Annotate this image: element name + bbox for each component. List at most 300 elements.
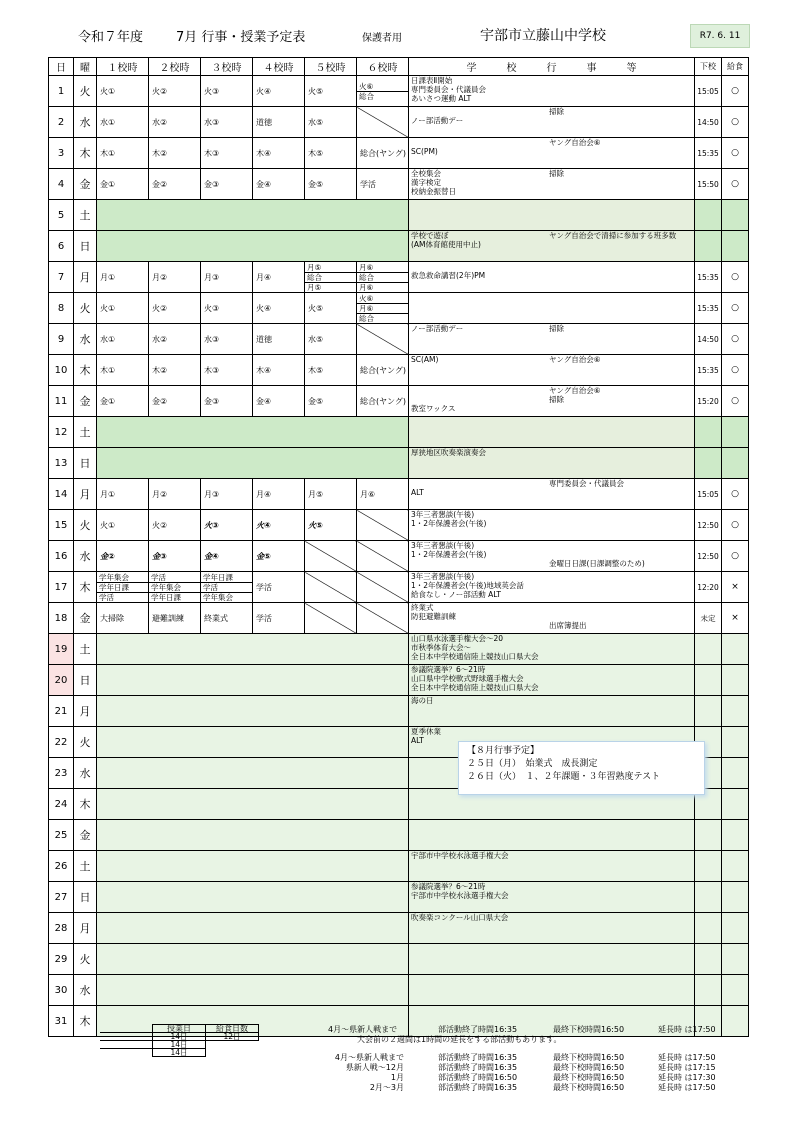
period-cell: 火③ — [201, 76, 253, 107]
day-number: 30 — [49, 975, 74, 1006]
period-cell: 月④ — [253, 262, 305, 293]
day-number: 24 — [49, 789, 74, 820]
period-cell: 火⑤ — [305, 510, 357, 541]
lunch-mark: ○ — [722, 138, 749, 169]
day-number: 29 — [49, 944, 74, 975]
table-row — [49, 355, 749, 386]
weekday: 日 — [74, 231, 97, 262]
weekday: 木 — [74, 355, 97, 386]
dismissal-time: 15:20 — [695, 386, 722, 417]
weekday: 日 — [74, 665, 97, 696]
dismissal-time — [695, 417, 722, 448]
table-row — [49, 324, 749, 355]
page-header — [0, 24, 800, 50]
lunch-mark — [722, 851, 749, 882]
weekday: 金 — [74, 386, 97, 417]
events-cell — [409, 76, 695, 107]
lunch-mark — [722, 789, 749, 820]
event-text: ノー部活動デー — [411, 116, 464, 125]
weekday: 木 — [74, 572, 97, 603]
no-class-span — [97, 665, 409, 696]
fiscal-year: 令和７年度 — [78, 30, 144, 45]
events-cell — [409, 231, 695, 262]
period-cell: 月⑤ — [305, 479, 357, 510]
events-cell — [409, 417, 695, 448]
period-cell: 火② — [149, 510, 201, 541]
schedule-table — [48, 57, 749, 1037]
dismissal-time: 15:35 — [695, 355, 722, 386]
day-number: 3 — [49, 138, 74, 169]
period-cell: 水③ — [201, 107, 253, 138]
empty-period — [357, 572, 409, 603]
period-cell: 月③ — [201, 262, 253, 293]
period-cell: 金② — [149, 386, 201, 417]
dismissal-time: 15:50 — [695, 169, 722, 200]
weekday: 水 — [74, 107, 97, 138]
weekday: 水 — [74, 975, 97, 1006]
weekday: 日 — [74, 882, 97, 913]
footer-schedule-text: 4月～県新人戦まで — [334, 1053, 404, 1062]
dismissal-time — [695, 944, 722, 975]
lunch-mark: ○ — [722, 293, 749, 324]
lunch-mark: ○ — [722, 479, 749, 510]
period-cell: 木① — [97, 355, 149, 386]
events-cell — [409, 975, 695, 1006]
weekday: 火 — [74, 76, 97, 107]
no-class-span — [97, 975, 409, 1006]
period-cell: 水③ — [201, 324, 253, 355]
column-header: １校時 — [97, 58, 149, 76]
column-header: ５校時 — [305, 58, 357, 76]
table-row — [49, 634, 749, 665]
period-cell: 火① — [97, 76, 149, 107]
weekday: 月 — [74, 262, 97, 293]
dismissal-time: 15:35 — [695, 138, 722, 169]
school-name: 宇部市立藤山中学校 — [480, 28, 606, 44]
period-cell: 金⑤ — [253, 541, 305, 572]
no-class-span — [97, 913, 409, 944]
page-title: 7月 行事・授業予定表 — [176, 30, 306, 45]
period-cell: 水② — [149, 324, 201, 355]
period-cell: 学活 — [357, 169, 409, 200]
period-cell: 火② — [149, 76, 201, 107]
events-cell — [409, 107, 695, 138]
table-row — [49, 138, 749, 169]
footer-schedule-text: 県新人戦～12月 — [345, 1063, 404, 1072]
period-cell: 月② — [149, 479, 201, 510]
footer-schedule-text: 最終下校時間16:50 — [553, 1063, 625, 1072]
events-cell — [409, 355, 695, 386]
weekday: 水 — [74, 324, 97, 355]
day-number: 13 — [49, 448, 74, 479]
dismissal-time: 14:50 — [695, 107, 722, 138]
period-subject: 学活 — [201, 583, 252, 593]
period-subject: 学年日課 — [201, 573, 252, 583]
period-subject: 月⑥ — [357, 263, 408, 273]
event-text-right: 掃除 — [549, 169, 564, 178]
footer-schedule-text: 部活動終了時間16:35 — [438, 1083, 518, 1092]
weekday: 木 — [74, 1006, 97, 1037]
day-number: 10 — [49, 355, 74, 386]
weekday: 土 — [74, 634, 97, 665]
dismissal-time: 12:50 — [695, 541, 722, 572]
table-row — [49, 882, 749, 913]
period-cell: 金④ — [253, 169, 305, 200]
weekday: 月 — [74, 913, 97, 944]
day-number: 26 — [49, 851, 74, 882]
period-cell — [357, 76, 409, 107]
dismissal-time: 未定 — [695, 603, 722, 634]
period-cell: 火② — [149, 293, 201, 324]
lunch-mark: ○ — [722, 324, 749, 355]
dismissal-time: 12:50 — [695, 510, 722, 541]
period-cell: 道徳 — [253, 324, 305, 355]
period-cell: 水② — [149, 107, 201, 138]
events-cell — [409, 169, 695, 200]
period-cell: 木① — [97, 138, 149, 169]
period-cell: 木④ — [253, 355, 305, 386]
event-text: 救急救命講習(2年)PM — [411, 271, 486, 280]
lunch-mark — [722, 913, 749, 944]
dismissal-time: 15:35 — [695, 262, 722, 293]
no-class-span — [97, 944, 409, 975]
footer-schedule-text: 部活動終了時間16:35 — [438, 1053, 518, 1062]
no-class-span — [97, 448, 409, 479]
day-number: 9 — [49, 324, 74, 355]
empty-period — [305, 603, 357, 634]
dismissal-time: 15:05 — [695, 76, 722, 107]
event-text: 山口県水泳選手権大会～20 市秋季体育大会～ 全日本中学校通信陸上競技山口県大会 — [411, 634, 539, 661]
footer-schedule-text: 延長時 は17:50 — [658, 1053, 716, 1062]
period-subject: 学年集会 — [97, 573, 148, 583]
events-cell — [409, 293, 695, 324]
period-cell: 木⑤ — [305, 138, 357, 169]
audience-label: 保護者用 — [362, 33, 402, 44]
day-number: 21 — [49, 696, 74, 727]
table-row — [49, 479, 749, 510]
weekday: 月 — [74, 479, 97, 510]
dismissal-time: 15:35 — [695, 293, 722, 324]
lunch-mark — [722, 448, 749, 479]
day-number: 31 — [49, 1006, 74, 1037]
period-cell: 月③ — [201, 479, 253, 510]
column-header: ３校時 — [201, 58, 253, 76]
period-cell — [305, 262, 357, 293]
note-line: ２５日（月） 始業式 成長測定 — [467, 759, 598, 769]
count-cell: 14日 — [153, 1041, 206, 1049]
dismissal-time — [695, 975, 722, 1006]
events-cell — [409, 262, 695, 293]
day-number: 4 — [49, 169, 74, 200]
event-text: 全校集会 漢字検定 校納金振替日 — [411, 169, 456, 196]
weekday: 水 — [74, 541, 97, 572]
table-row — [49, 262, 749, 293]
day-number: 5 — [49, 200, 74, 231]
lunch-mark — [722, 231, 749, 262]
lunch-mark: × — [722, 572, 749, 603]
period-subject: 火⑥ — [357, 82, 408, 92]
empty-period — [357, 541, 409, 572]
period-subject: 学年日課 — [97, 583, 148, 593]
table-row — [49, 107, 749, 138]
weekday: 土 — [74, 200, 97, 231]
events-cell — [409, 200, 695, 231]
weekday: 木 — [74, 138, 97, 169]
empty-period — [357, 107, 409, 138]
events-cell — [409, 665, 695, 696]
period-cell — [201, 572, 253, 603]
weekday: 土 — [74, 851, 97, 882]
period-subject: 火⑥ — [357, 294, 408, 304]
no-class-span — [97, 882, 409, 913]
period-subject: 月⑥ — [357, 304, 408, 314]
column-header: ６校時 — [357, 58, 409, 76]
weekday: 月 — [74, 696, 97, 727]
event-text: SC(AM) — [411, 355, 439, 364]
table-row — [49, 696, 749, 727]
event-text: 日課表Ⅱ開始 専門委員会・代議員会 あいさつ運動 ALT — [411, 76, 486, 103]
period-cell: 総合(ヤング) — [357, 138, 409, 169]
events-cell — [409, 603, 695, 634]
period-subject: 月⑥ — [359, 282, 374, 292]
day-number: 6 — [49, 231, 74, 262]
footer-schedule-text: 最終下校時間16:50 — [553, 1073, 625, 1082]
lunch-mark — [722, 417, 749, 448]
event-text-right: ヤング自治会⑥ 掃除 — [549, 386, 601, 404]
period-subject: 総合 — [357, 273, 408, 283]
day-number: 15 — [49, 510, 74, 541]
empty-period — [305, 572, 357, 603]
no-class-span — [97, 417, 409, 448]
period-cell: 木⑤ — [305, 355, 357, 386]
day-number: 27 — [49, 882, 74, 913]
event-text: 海の日 — [411, 696, 434, 705]
period-cell: 終業式 — [201, 603, 253, 634]
footer-text: 大会前の２週間は1時間の延長をする部活動もあります。 — [357, 1035, 562, 1044]
day-number: 2 — [49, 107, 74, 138]
note-title: 【８月行事予定】 — [467, 746, 540, 756]
footer-schedule-text: 最終下校時間16:50 — [553, 1053, 625, 1062]
lunch-mark — [722, 200, 749, 231]
event-text: 宇部市中学校水泳選手権大会 — [411, 851, 509, 860]
period-cell — [97, 572, 149, 603]
weekday: 火 — [74, 293, 97, 324]
event-text: 参議院選挙？6～21時 宇部市中学校水泳選手権大会 — [411, 882, 509, 900]
weekday: 日 — [74, 448, 97, 479]
period-cell: 火③ — [201, 293, 253, 324]
day-number: 23 — [49, 758, 74, 789]
events-cell — [409, 138, 695, 169]
no-class-span — [97, 820, 409, 851]
event-text: ノー部活動デー — [411, 324, 464, 333]
day-number: 11 — [49, 386, 74, 417]
lunch-mark — [722, 758, 749, 789]
column-header: 給食 — [722, 58, 749, 76]
period-cell: 金⑤ — [305, 386, 357, 417]
period-cell: 火⑤ — [305, 293, 357, 324]
footer-text: 延長時 は17:50 — [658, 1025, 716, 1034]
table-row — [49, 820, 749, 851]
no-class-span — [97, 696, 409, 727]
period-cell: 金③ — [201, 386, 253, 417]
period-cell: 水① — [97, 107, 149, 138]
period-subject: 学活 — [99, 592, 114, 602]
table-row — [49, 293, 749, 324]
dismissal-time: 14:50 — [695, 324, 722, 355]
footer-text: 部活動終了時間16:35 — [438, 1025, 518, 1034]
period-cell: 金③ — [201, 169, 253, 200]
lunch-mark: ○ — [722, 262, 749, 293]
period-cell — [357, 293, 409, 324]
day-number: 14 — [49, 479, 74, 510]
period-cell: 金⑤ — [305, 169, 357, 200]
count-cell: 14日 — [153, 1033, 206, 1041]
dismissal-time — [695, 634, 722, 665]
weekday: 土 — [74, 417, 97, 448]
event-text: 3年三者懇談(午後) 1・2年保護者会(午後) — [411, 510, 487, 528]
column-header: 下校 — [695, 58, 722, 76]
lunch-mark — [722, 665, 749, 696]
table-row — [49, 541, 749, 572]
period-cell: 火① — [97, 293, 149, 324]
events-cell — [409, 541, 695, 572]
period-cell: 金② — [149, 169, 201, 200]
lunch-mark: ○ — [722, 169, 749, 200]
weekday: 火 — [74, 510, 97, 541]
period-cell: 水⑤ — [305, 324, 357, 355]
day-number: 12 — [49, 417, 74, 448]
footer-schedule-text: 延長時 は17:30 — [658, 1073, 716, 1082]
no-class-span — [97, 231, 409, 262]
weekday: 水 — [74, 758, 97, 789]
event-text-right: 金曜日日課(日課調整のため) — [549, 559, 645, 568]
events-cell — [409, 913, 695, 944]
period-subject: 学年集会 — [149, 583, 200, 593]
no-class-span — [97, 727, 409, 758]
footer-schedule-text: 部活動終了時間16:35 — [438, 1063, 518, 1072]
event-text-right: ヤング自治会⑥ — [549, 355, 601, 364]
table-row — [49, 231, 749, 262]
event-text-right: 出席簿提出 — [549, 621, 587, 630]
events-cell — [409, 851, 695, 882]
dismissal-time — [695, 882, 722, 913]
period-cell: 火④ — [253, 76, 305, 107]
column-header: ４校時 — [253, 58, 305, 76]
period-cell: 避難訓練 — [149, 603, 201, 634]
period-subject: 総合 — [359, 313, 374, 323]
no-class-span — [97, 758, 409, 789]
event-text-right: 掃除 — [549, 324, 564, 333]
event-text: 終業式 防犯避難訓練 — [411, 603, 456, 621]
day-number: 20 — [49, 665, 74, 696]
period-cell: 金① — [97, 386, 149, 417]
lunch-mark: ○ — [722, 510, 749, 541]
dismissal-time — [695, 851, 722, 882]
events-cell — [409, 696, 695, 727]
lunch-mark: × — [722, 603, 749, 634]
period-cell: 木④ — [253, 138, 305, 169]
footer-schedule-text: 延長時 は17:15 — [658, 1063, 716, 1072]
no-class-span — [97, 634, 409, 665]
day-number: 7 — [49, 262, 74, 293]
weekday: 金 — [74, 603, 97, 634]
event-text-right: ヤング自治会⑥ — [549, 138, 601, 147]
lunch-mark — [722, 882, 749, 913]
dismissal-time — [695, 913, 722, 944]
event-text: 3年三者懇談(午後) 1・2年保護者会(午後)地域英会話 給食なし・ノー部活動 ALT — [411, 572, 524, 599]
period-cell: 月② — [149, 262, 201, 293]
day-number: 16 — [49, 541, 74, 572]
period-subject: 月⑤ — [305, 263, 356, 273]
period-cell: 火③ — [201, 510, 253, 541]
table-row — [49, 417, 749, 448]
period-subject: 総合 — [305, 273, 356, 283]
lunch-mark — [722, 944, 749, 975]
event-text: 教室ワックス — [411, 404, 456, 413]
period-cell: 金④ — [253, 386, 305, 417]
day-number: 22 — [49, 727, 74, 758]
period-cell: 木③ — [201, 138, 253, 169]
footer-schedule-text: 最終下校時間16:50 — [553, 1083, 625, 1092]
event-text-right: ヤング自治会で清掃に参加する班多数 — [549, 231, 677, 240]
events-cell — [409, 944, 695, 975]
lunch-mark — [722, 727, 749, 758]
events-cell — [409, 448, 695, 479]
lunch-mark: ○ — [722, 386, 749, 417]
period-cell: 木② — [149, 138, 201, 169]
table-row — [49, 851, 749, 882]
table-header-row — [49, 58, 749, 76]
period-cell: 木② — [149, 355, 201, 386]
footer-text: 最終下校時間16:50 — [553, 1025, 625, 1034]
events-cell — [409, 634, 695, 665]
august-events-note — [458, 741, 705, 795]
event-text-right: 掃除 — [549, 107, 564, 116]
lunch-mark — [722, 696, 749, 727]
table-row — [49, 510, 749, 541]
period-cell — [357, 262, 409, 293]
period-cell: 火⑤ — [305, 76, 357, 107]
event-text: 夏季休業 ALT — [411, 727, 441, 745]
table-row — [49, 975, 749, 1006]
period-cell: 火④ — [253, 510, 305, 541]
period-cell: 金③ — [149, 541, 201, 572]
column-header: 日 — [49, 58, 74, 76]
lunch-mark — [722, 820, 749, 851]
dismissal-time — [695, 231, 722, 262]
event-text: 吹奏楽コンクール山口県大会 — [411, 913, 509, 922]
table-row — [49, 386, 749, 417]
lunch-mark: ○ — [722, 355, 749, 386]
event-text: 参議院選挙？6～21時 山口県中学校軟式野球選手権大会 全日本中学校通信陸上競技山口県大会 — [411, 665, 539, 692]
event-text: ALT — [411, 488, 424, 497]
period-cell: 月① — [97, 479, 149, 510]
table-row — [49, 913, 749, 944]
lunch-mark: ○ — [722, 76, 749, 107]
period-subject: 学年日課 — [151, 592, 181, 602]
period-cell: 月④ — [253, 479, 305, 510]
events-cell — [409, 324, 695, 355]
period-cell: 総合(ヤング) — [357, 386, 409, 417]
footer-schedule-text: 1月 — [390, 1073, 404, 1082]
period-cell: 道徳 — [253, 107, 305, 138]
count-cell: 14日 — [153, 1049, 206, 1057]
note-line: ２６日（火） １、２年課題・３年習熟度テスト — [467, 772, 661, 782]
table-row — [49, 665, 749, 696]
no-class-span — [97, 200, 409, 231]
period-cell: 金① — [97, 169, 149, 200]
lunch-mark: ○ — [722, 107, 749, 138]
